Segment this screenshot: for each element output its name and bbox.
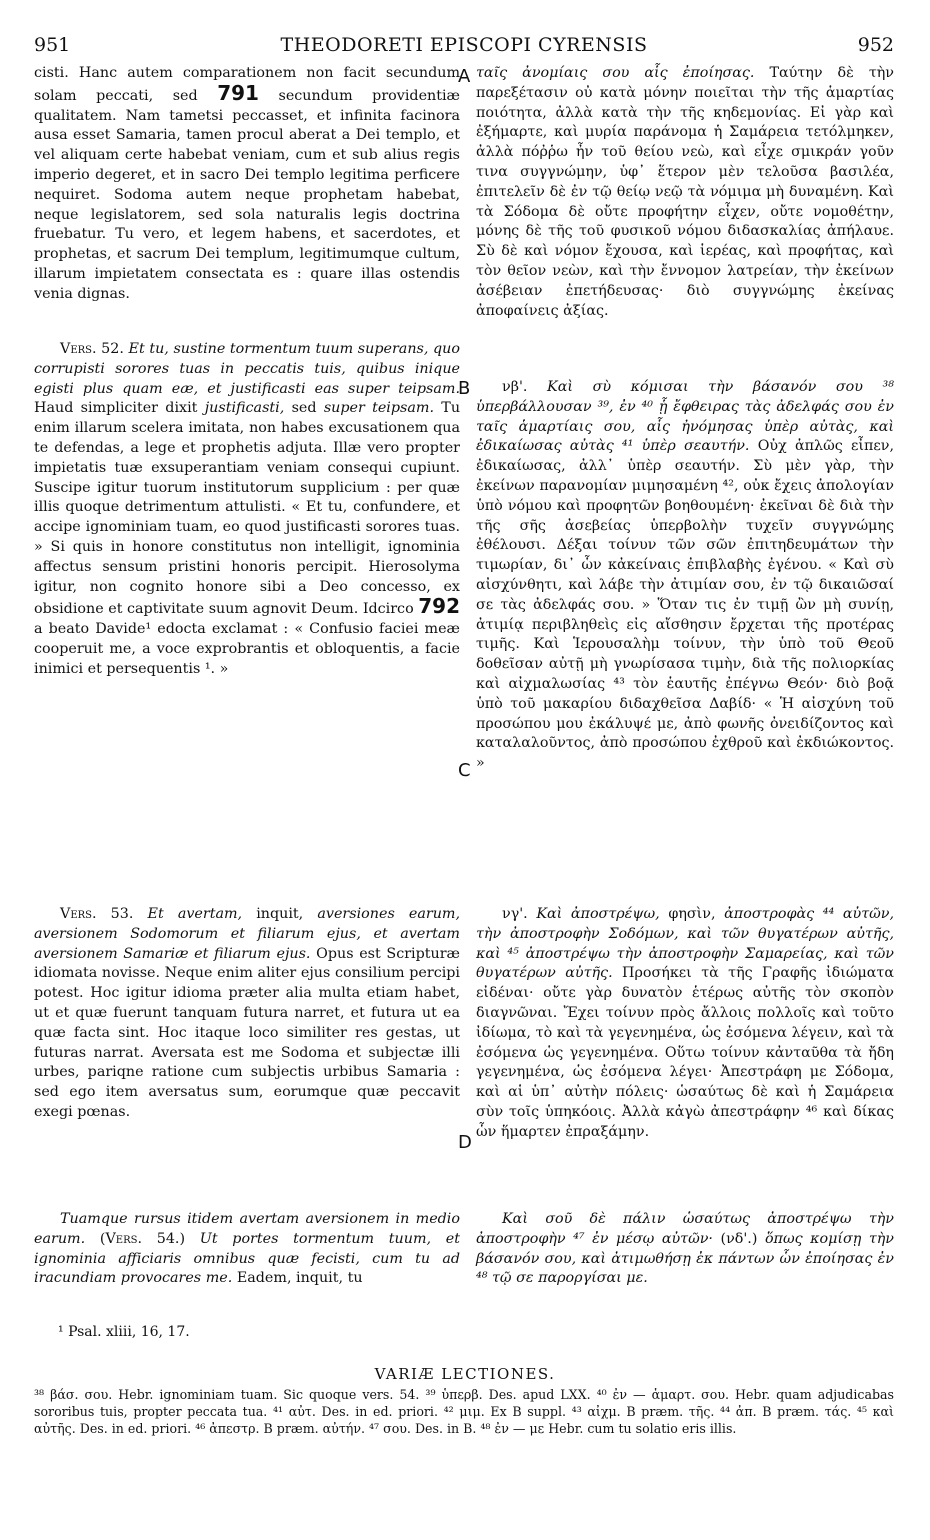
- page-number-left: 951: [34, 34, 71, 56]
- running-title: THEODORETI EPISCOPI CYRENSIS: [280, 34, 648, 56]
- greek-paragraph-v54: [476, 1210, 894, 1289]
- lemma-text: justificasti,: [204, 400, 285, 417]
- greek-paragraph-v52: [476, 378, 894, 774]
- latin-text: inquit,: [256, 906, 304, 922]
- verse-label: Vers. 53.: [60, 906, 134, 922]
- greek-verse-52: [476, 378, 894, 774]
- migne-column-number: 791: [217, 80, 259, 105]
- latin-text: Haud simpliciter dixit: [34, 400, 198, 417]
- verse-label: (Vers. 54.): [99, 1230, 186, 1247]
- margin-letter-a: A: [458, 66, 471, 87]
- verse-label: (νδ'.): [720, 1230, 758, 1247]
- latin-text: Eadem, inquit, tu: [236, 1270, 363, 1287]
- greek-text: Οὐχ ἁπλῶς εἶπεν, ἐδικαίωσας, ἀλλ᾽ ὑπὲρ σεαυτήν. Σὺ μὲν γὰρ, τὴν ἐκείνων παρανομίαν μιμησαμένη ⁴², οὐκ ἔχεις ἀπολογίαν ὑπὸ νόμου καὶ προφητῶν βοηθουμένη· ἐκεῖναι δὲ διὰ τὴν τῆς σῆς ἀσεβείας ὑπερβολὴν τυχεῖν συγγνώμης ἐθέλουσι. Δέξαι τοίνυν τῶν σῶν ἐπιτηδευμάτων τὴν τιμωρίαν, δι᾽ ὧν κἀκείναις ἐπιβλαβὴς ἐγένου. « Καὶ σὺ αἰσχύνθητι, καὶ λάβε τὴν ἀτιμίαν σου, ἐν τῷ δικαιῶσαί σε τὰς ἀδελφάς σου. » Ὅταν τις ἐν τιμῇ ὢν μὴ συνίῃ, ἀτιμίᾳ περιβληθεὶς εἰς αἴσθησιν ἔρχεται τῆς προτέρας τιμῆς. Καὶ Ἱερουσαλὴμ τοίνυν, τὴν ὑπὸ τοῦ Θεοῦ δοθεῖσαν αὐτῇ μὴ γνωρίσασα τιμὴν, διὰ τῆς πολιορκίας καὶ αἰχμαλωσίας ⁴³ τὸν ἑαυτῆς ἐπέγνω Θεόν· διὸ βοᾷ ὑπὸ τοῦ μακαρίου διδαχθεῖσα Δαβίδ· « Ἡ αἰσχύνη τοῦ προσώπου μου ἐκάλυψέ με, ἀπὸ φωνῆς ὀνειδίζοντος καὶ καταλαλοῦντος, ἀπὸ προσώπου ἐχθροῦ καὶ ἐκδιώκοντος. »: [476, 438, 895, 772]
- page-header: [34, 34, 894, 58]
- footnote: ¹ Psal. xliii, 16, 17.: [58, 1324, 190, 1340]
- lemma-text: Καὶ ἀποστρέψω,: [536, 906, 660, 922]
- variae-lectiones-heading: VARIÆ LECTIONES.: [374, 1365, 556, 1383]
- greek-text: Ταύτην δὲ τὴν παρεξέτασιν οὐ κατὰ μόνην ποιεῖται τὴν τῆς ἁμαρτίας ποιότητα, ἀλλὰ κατὰ τὴν τῆς κηδεμονίας. Εἰ γὰρ καὶ ἐξήμαρτε, καὶ μυρία παράνομα ἡ Σαμάρεια τετόλμηκεν, ἀλλὰ πόῤῥω ἦν τοῦ θείου νεὼ, καὶ εἶχε σμικράν γοῦν τινα συγγνώμην, ὑφ᾽ ἕτερον μὲν τελοῦσα βασιλέα, ἐπιτελεῖν δὲ ἐν τῷ θείῳ νεῷ τὰ νόμιμα μὴ δυναμένη. Καὶ τὰ Σόδομα δὲ οὔτε προφήτην εἶχεν, οὔτε νομοθέτην, μόνης δὲ τῆς τοῦ φυσικοῦ νόμου διδασκαλίας ἀπήλαυε. Σὺ δὲ καὶ νόμον ἔχουσα, καὶ ἱερέας, καὶ προφήτας, καὶ τὸν θεῖον νεὼν, καὶ τὴν ἔννομον λατρείαν, τὴν ἐκείνων ἀσέβειαν ἐπετήδευσας· διὸ συγγνώμης ἐκείνας ἀποφαίνεις ἀξίας.: [476, 65, 894, 319]
- lemma-text: Et avertam,: [147, 906, 243, 922]
- lemma-text: Tuamque rursus itidem avertam aversionem in medio earum.: [34, 1211, 460, 1247]
- latin-text: Opus est Scripturæ idiomata novisse. Neque enim aliter ejus consilium percipi potest. Hoc igitur idioma præter alia multa etiam habet, ut et quæ fuerunt tanquam futura narret, et futura ut ea quæ facta sint. Hoc itaque loco similiter res gestas, ut futuras narrat. Aversata est me Sodoma et subjectæ illi urbes, pariqne ratione cum subjectis urbibus Samaria : sed ego item aversatus sum, eorumque quæ peccavit exegi pœnas.: [34, 945, 460, 1120]
- latin-paragraph-v53: [34, 905, 460, 1123]
- latin-text: a beato Davide¹ edocta exclamat : « Confusio faciei meæ cooperuit me, a voce exprobrantis et obloquentis, a facie inimici et persequentis ¹. »: [34, 621, 460, 677]
- margin-letter-d: D: [458, 1132, 472, 1153]
- latin-text: cisti. Hanc autem comparationem non facit secundum solam peccati, sed: [34, 65, 460, 104]
- lemma-text: Καὶ σοῦ δὲ πάλιν ὡσαύτως ἀποστρέψω τὴν ἀποστροφὴν ⁴⁷ ἐν μέσῳ αὐτῶν·: [476, 1211, 894, 1247]
- lemma-text: aversiones earum, aversionem Sodomorum et filiarum ejus, et avertam aversionem Samariæ et filiarum ejus.: [34, 906, 461, 962]
- lemma-text: Ut portes tormentum tuum, et ignominia afficiaris omnibus quæ fecisti, cum tu ad iracundiam provocares me.: [34, 1230, 460, 1287]
- latin-text: secundum providentiæ qualitatem. Nam tametsi peccasset, et infinita facinora ausa esset Samaria, tamen procul aberat a Dei templo, et vel aliquam certe habebat veniam, cum et sub alius regis imperio degeret, et in sacro Dei templo legitima perficere nequiret. Sodoma autem neque prophetam habebat, neque legislatorem, sed sola naturalis legis doctrina fruebatur. Tu vero, et legem habens, et sacerdotes, et prophetas, et sacrum Dei templum, legitimumque cultum, illarum impietatem consectata es : quare illas ostendis venia dignas.: [34, 87, 460, 302]
- greek-text: Προσήκει τὰ τῆς Γραφῆς ἰδιώματα εἰδέναι· οὔτε γὰρ δυνατὸν ἑτέρως αὐτῆς τὸν σκοπὸν διαγνῶναι. Ἔχει τοίνυν πρὸς ἄλλοις πολλοῖς καὶ τοῦτο ἰδίωμα, τὸ καὶ τὰ γεγενημένα, ὡς ἐσόμενα λέγειν, καὶ τὰ ἐσόμενα ὡς γεγενημένα. Οὕτω τοίνυν κἀνταῦθα τὰ ἤδη γεγενημένα, ὡς ἐσόμενα λέγει· Ἀπεστράφη με Σόδομα, καὶ αἱ ὑπ᾽ αὐτὴν πόλεις· ὡσαύτως δὲ καὶ ἡ Σαμάρεια σὺν τοῖς ὑπηκόοις. Ἀλλὰ κἀγὼ ἀπεστράφην ⁴⁶ καὶ δίκας ὧν ἥμαρτεν ἐπραξάμην.: [476, 965, 894, 1140]
- latin-verse-53: [34, 905, 460, 1123]
- greek-verse-53: [476, 905, 894, 1143]
- verse-label: νγ'.: [502, 906, 528, 922]
- greek-verse-54: [476, 1210, 894, 1289]
- lemma-text: Et tu, sustine tormentum tuum superans, quo corrupisti sorores tuas in peccatis tuis, quibus inique egisti plus quam eæ, et justificasti eas super teipsam.: [34, 341, 460, 397]
- variae-lectiones-text: ³⁸ βάσ. σου. Hebr. ignominiam tuam. Sic quoque vers. 54. ³⁹ ὑπερβ. Des. apud LXX. ⁴⁰ ἐν — ἁμαρτ. σου. Hebr. quam adjudicabas sororibus tuis, propter peccata tua. ⁴¹ αὐτ. Des. in ed. priori. ⁴² μιμ. Ex B suppl. ⁴³ αἰχμ. B præm. τῆς. ⁴⁴ ἀπ. B præm. τάς. ⁴⁵ καὶ αὐτῆς. Des. in ed. priori. ⁴⁶ ἀπεστρ. B præm. αὐτήν. ⁴⁷ σου. Des. in B. ⁴⁸ ἐν — με Hebr. cum tu solatio eris illis.: [34, 1387, 894, 1436]
- migne-column-number: 792: [418, 594, 460, 619]
- latin-verse-52: [34, 340, 460, 680]
- margin-letter-c: C: [458, 760, 471, 781]
- lemma-text: super teipsam.: [323, 400, 434, 417]
- page-number-right: 952: [857, 34, 894, 56]
- latin-paragraph-v52: [34, 340, 460, 680]
- greek-text: φησὶν,: [668, 906, 716, 922]
- latin-paragraph-1: [34, 64, 460, 305]
- verse-label: νβ'.: [502, 379, 528, 395]
- lemma-text: ἀποστροφὰς ⁴⁴ αὐτῶν, τὴν ἀποστροφὴν Σοδόμων, καὶ τῶν θυγατέρων αὐτῆς, καὶ ⁴⁵ ἀποστρέψω τὴν ἀποστροφὴν Σαμαρείας, καὶ τῶν θυγατέρων αὐτῆς.: [476, 906, 895, 982]
- lemma-text: ὅπως κομίσῃ τὴν βάσανόν σου, καὶ ἀτιμωθήσῃ ἐκ πάντων ὧν ἐποίησας ἐν ⁴⁸ τῷ σε παροργίσαι με.: [476, 1230, 895, 1287]
- greek-paragraph-v53: [476, 905, 894, 1143]
- verse-label: Vers. 52.: [60, 341, 124, 357]
- latin-paragraph-v54: [34, 1210, 460, 1289]
- lemma-text: Καὶ σὺ κόμισαι τὴν βάσανόν σου ³⁸ ὑπερβάλλουσαν ³⁹, ἐν ⁴⁰ ᾗ ἔφθειρας τὰς ἀδελφάς σου ἐν ταῖς ἁμαρτίαις σου, αἷς ἠνόμησας ὑπὲρ αὐτὰς, καὶ ἐδικαίωσας αὐτὰς ⁴¹ ὑπὲρ σεαυτήν.: [476, 379, 894, 455]
- latin-text: Tu enim illarum scelera imitata, non habes excusationem qua te defendas, a lege et prophetis adjuta. Illæ vero propter impietatis tuæ exsuperantiam veniam consequi cupiunt. Suscipe igitur tuorum institutorum supplicium : per quæ illis quoque detrimentum attulisti. « Et tu, confundere, et accipe ignominiam tuam, eo quod justificasti sorores tuas. » Si quis in honore constitutus non intelligit, ignominia affectus sensum pristini honoris percipit. Hierosolyma igitur, non cognito honore sibi a Deo concesso, ex obsidione et captivitate suum agnovit Deum. Idcirco: [34, 400, 461, 618]
- latin-column-top: [34, 64, 460, 305]
- latin-verse-54: [34, 1210, 460, 1289]
- margin-letter-b: B: [458, 378, 471, 399]
- greek-column-top: [476, 64, 894, 321]
- lemma-text: ταῖς ἀνομίαις σου αἷς ἐποίησας.: [476, 65, 755, 81]
- latin-text: sed: [291, 400, 317, 417]
- greek-paragraph-1: [476, 64, 894, 321]
